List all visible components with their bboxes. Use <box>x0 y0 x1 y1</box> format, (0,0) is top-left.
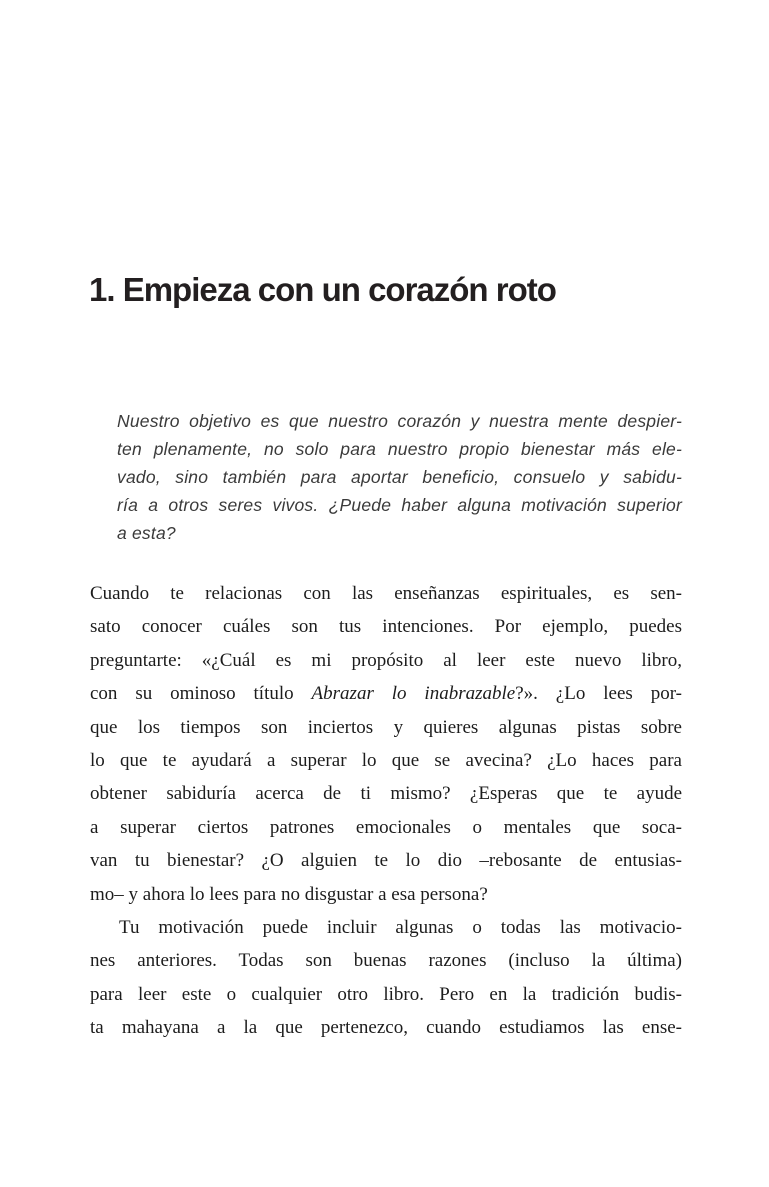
body-line-9: van tu bienestar? ¿O alguien te lo dio –rebosante de entusias- <box>90 850 682 872</box>
body-line-14: ta mahayana a la que pertenezco, cuando estudiamos las ense- <box>90 1017 682 1039</box>
book-title-italic: Abrazar lo inabrazable <box>311 683 516 705</box>
body-line-4-post: ?». ¿Lo lees por- <box>515 683 682 705</box>
body-line-1: Cuando te relacionas con las enseñanzas espirituales, es sen- <box>90 583 682 604</box>
chapter-title: 1. Empieza con un corazón roto <box>89 271 556 308</box>
body-line-2: sato conocer cuáles son tus intenciones. Por ejemplo, puedes <box>90 616 682 638</box>
epigraph-line-1: Nuestro objetivo es que nuestro corazón y nuestra mente despier- <box>117 411 682 431</box>
body-line-5: que los tiempos son inciertos y quieres algunas pistas sobre <box>90 716 682 738</box>
body-line-4 <box>90 677 682 710</box>
body-line-6: lo que te ayudará a superar lo que se avecina? ¿Lo haces para <box>90 750 682 772</box>
epigraph-line-2: ten plenamente, no solo para nuestro propio bienestar más ele- <box>117 439 682 459</box>
epigraph-line-4: ría a otros seres vivos. ¿Puede haber alguna motivación superior <box>117 495 682 515</box>
body-line-4-pre: con su ominoso título <box>90 683 312 705</box>
body-line-12: nes anteriores. Todas son buenas razones (incluso la última) <box>90 950 682 972</box>
body-line-13: para leer este o cualquier otro libro. Pero en la tradición budis- <box>90 983 682 1005</box>
body-text <box>90 577 682 1045</box>
epigraph-line-3: vado, sino también para aportar beneficio, consuelo y sabidu- <box>117 467 682 487</box>
epigraph-line-5: a esta? <box>117 523 176 543</box>
body-line-11: Tu motivación puede incluir algunas o todas las motivacio- <box>119 917 682 939</box>
body-line-8: a superar ciertos patrones emocionales o mentales que soca- <box>90 816 682 838</box>
body-line-7: obtener sabiduría acerca de ti mismo? ¿Esperas que te ayude <box>90 783 682 805</box>
body-line-3: preguntarte: «¿Cuál es mi propósito al leer este nuevo libro, <box>90 649 682 671</box>
body-line-10: mo– y ahora lo lees para no disgustar a esa persona? <box>90 883 488 905</box>
epigraph <box>117 407 682 547</box>
